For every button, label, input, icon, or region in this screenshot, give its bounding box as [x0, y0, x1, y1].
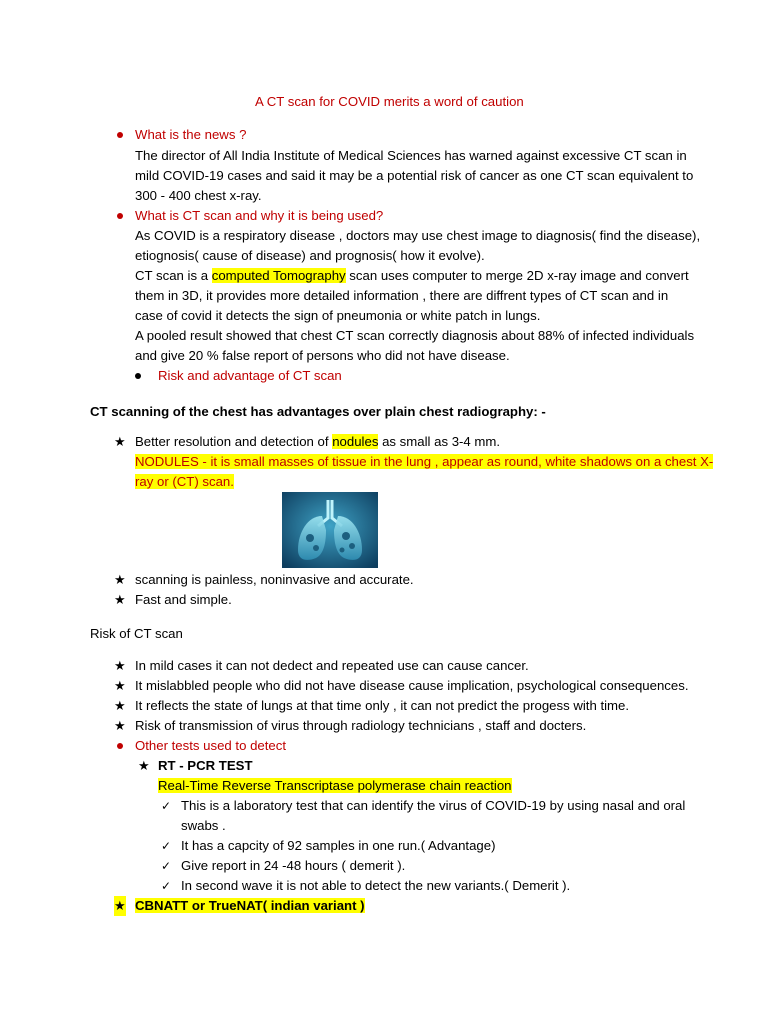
nodules-definition: [135, 452, 713, 472]
nodules-definition-text: ray or (CT) scan.: [135, 474, 234, 489]
red-dot-icon: [117, 132, 123, 138]
ct-line: case of covid it detects the sign of pneumonia or white patch in lungs.: [135, 308, 541, 323]
risk-item: It mislabbled people who did not have disease cause implication, psychological consequences.: [135, 678, 689, 693]
nodules-definition: [135, 472, 234, 492]
rtpcr-label: RT - PCR TEST: [158, 758, 253, 773]
star-icon: ★: [114, 658, 126, 673]
red-dot-icon: [117, 743, 123, 749]
advantage-item: scanning is painless, noninvasive and accurate.: [135, 572, 414, 587]
ct-line-text: scan uses computer to merge 2D x-ray image and convert: [345, 268, 689, 283]
checkmark-icon: ✓: [161, 799, 172, 813]
rtpcr-point: It has a capcity of 92 samples in one run.( Advantage): [181, 838, 496, 853]
news-heading: What is the news ?: [135, 127, 247, 142]
ct-line: [135, 266, 689, 286]
checkmark-icon: ✓: [161, 859, 172, 873]
star-icon: ★: [114, 434, 126, 449]
red-dot-icon: [117, 213, 123, 219]
rtpcr-point: swabs .: [181, 818, 226, 833]
advantage-item: Fast and simple.: [135, 592, 232, 607]
advantage-text: Better resolution and detection of: [135, 434, 333, 449]
risk-heading: Risk of CT scan: [90, 626, 183, 641]
ct-heading: What is CT scan and why it is being used?: [135, 208, 384, 223]
advantage-item: [135, 432, 500, 452]
ct-line: etiognosis( cause of disease) and prognosis( how it evolve).: [135, 248, 485, 263]
cbnatt-label: [135, 896, 365, 916]
checkmark-icon: ✓: [161, 839, 172, 853]
news-line: 300 - 400 chest x-ray.: [135, 188, 262, 203]
star-icon: ★: [114, 698, 126, 713]
rtpcr-point: Give report in 24 -48 hours ( demerit ).: [181, 858, 406, 873]
rtpcr-point: This is a laboratory test that can identify the virus of COVID-19 by using nasal and oral: [181, 798, 686, 813]
highlight-nodules: nodules: [332, 434, 379, 449]
risk-item: In mild cases it can not dedect and repeated use can cause cancer.: [135, 658, 529, 673]
ct-line: them in 3D, it provides more detailed information , there are diffrent types of CT scan and in: [135, 288, 669, 303]
risk-advantage-heading: Risk and advantage of CT scan: [158, 368, 342, 383]
risk-item: It reflects the state of lungs at that time only , it can not predict the progess with time.: [135, 698, 630, 713]
star-icon: ★: [138, 758, 150, 773]
news-line: mild COVID-19 cases and said it may be a potential risk of cancer as one CT scan equivalent to: [135, 168, 694, 183]
rtpcr-point: In second wave it is not able to detect the new variants.( Demerit ).: [181, 878, 571, 893]
rtpcr-full-name-text: Real-Time Reverse Transcriptase polymerase chain reaction: [158, 778, 512, 793]
black-dot-icon: [135, 373, 141, 379]
advantage-text: as small as 3-4 mm.: [378, 434, 501, 449]
ct-line-text: CT scan is a: [135, 268, 212, 283]
star-icon: ★: [114, 572, 126, 587]
document-title: A CT scan for COVID merits a word of caution: [255, 94, 524, 109]
star-icon: ★: [114, 592, 126, 607]
ct-line: As COVID is a respiratory disease , doctors may use chest image to diagnosis( find the disease),: [135, 228, 701, 243]
star-icon: ★: [114, 896, 126, 916]
lungs-image: [282, 492, 378, 568]
other-tests-heading: Other tests used to detect: [135, 738, 287, 753]
ct-line: A pooled result showed that chest CT scan correctly diagnosis about 88% of infected individuals: [135, 328, 695, 343]
news-line: The director of All India Institute of Medical Sciences has warned against excessive CT scan in: [135, 148, 687, 163]
advantages-heading: CT scanning of the chest has advantages over plain chest radiography: -: [90, 404, 546, 419]
highlight-computed-tomography: computed Tomography: [211, 268, 346, 283]
star-icon: ★: [114, 718, 126, 733]
cbnatt-label-text: CBNATT or TrueNAT( indian variant ): [135, 898, 365, 913]
star-icon: ★: [114, 678, 126, 693]
risk-item: Risk of transmission of virus through radiology technicians , staff and docters.: [135, 718, 587, 733]
ct-line: and give 20 % false report of persons who did not have disease.: [135, 348, 510, 363]
nodules-definition-text: NODULES - it is small masses of tissue in the lung , appear as round, white shadows on a chest X-: [135, 454, 714, 469]
rtpcr-full-name: [158, 776, 512, 796]
checkmark-icon: ✓: [161, 879, 172, 893]
